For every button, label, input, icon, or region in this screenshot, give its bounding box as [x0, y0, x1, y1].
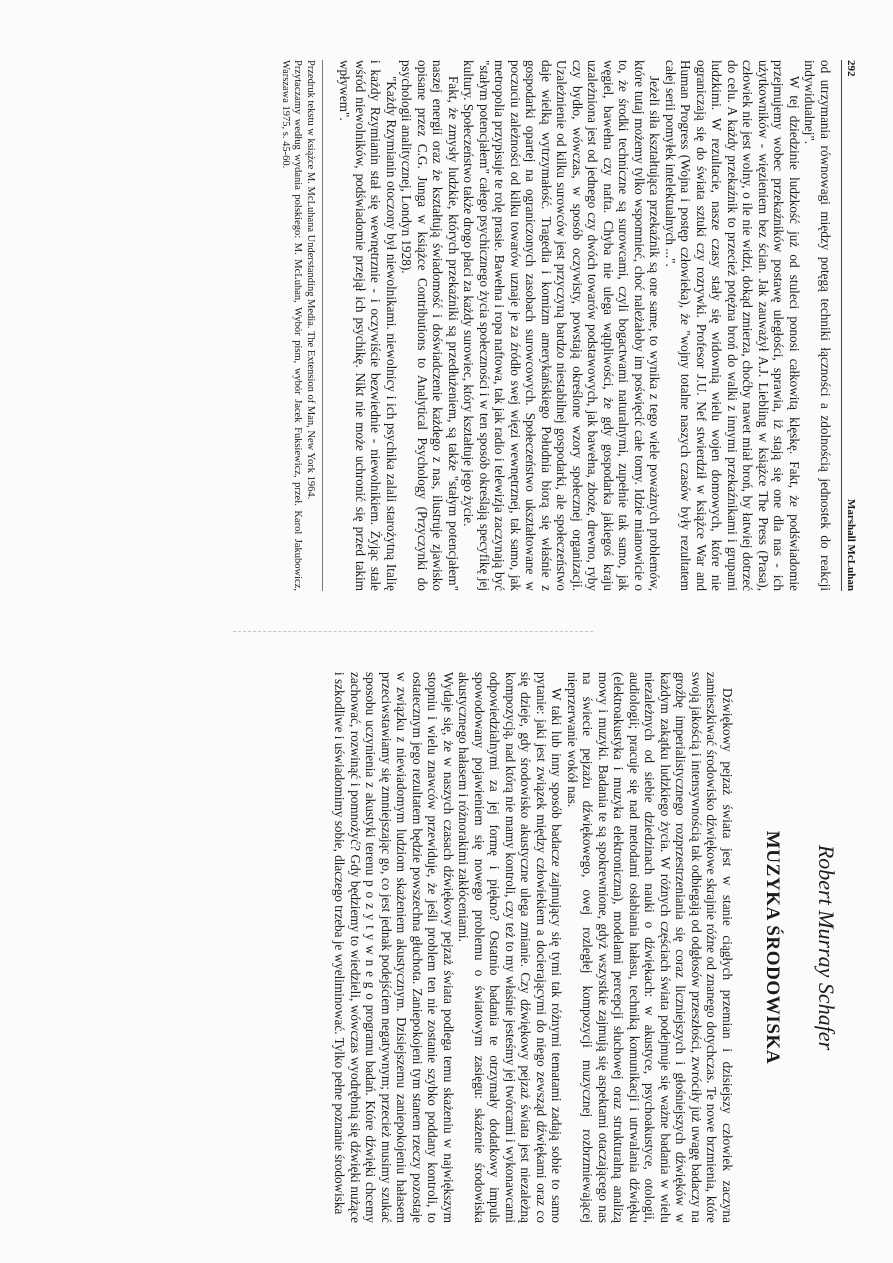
paragraph: Dźwiękowy pejzaż świata jest w stanie ciągłych przemian i dzisiejszy człowiek zaczyna zamieszkiwać środowisko dźwiękowe skrajnie różne od znanego dotychczas. Te nowe brzmienia, które swoją jakością i intensywnością tak odbiegają od odgłosów przeszłości, zwróciły już uwagę badaczy na groźbę imperialistycznego rozprzestrzeniania się coraz liczniejszych i głośniejszych dźwięków w każdym zakątku ludzkiego życia. W różnych częściach świata podejmuje się ważne badania w wielu niezależnych od siebie dziedzinach nauki o dźwiękach: w akustyce, psychoakustyce, otologii, audiologii; pracuje się nad metodami osłabiania hałasu, techniką komunikacji i utrwalania dźwięku (elektroakustyka i muzyka elektroniczna), modelami percepcji słuchowej oraz strukturalną analizą mowy i muzyki. Badania te są spokrewnione, gdyż wszystkie zajmują się aspektami otaczającego nas na świecie pejzażu dźwiękowego, owej rozległej kompozycji muzycznej rozbrzmiewającej nieprzerwanie wokół nas.: [565, 672, 735, 1223]
article-author: Robert Murray Schafer: [814, 844, 839, 1051]
quote-paragraph: "Każdy Rzymianin otoczony był niewolnikami. niewolnicy i ich psychika zalali starożytną Italię i każdy Rzymianin stał się wewnętrznie - i oczywiście bezwiednie - niewolnikiem. Żyjąc stale wśród niewolników, podświadomie przejął ich psychikę. Nikt nie może uchronić się przed takim wpływem".: [337, 60, 399, 591]
paragraph: Wydaje się, że w naszych czasach dźwiękowy pejzaż świata podlega temu skażeniu w największym stopniu i wielu znawców przewiduje, że jeśli problem ten nie zostanie szybko poddany kontroli, to ostatecznym jego rezultatem będzie powszechna głuchota. Zaniepokojeni tym stanem rzeczy pozostaje w związku z niewiadomym ludziom skażeniem akustycznym. Dzisiejszemu zaniepokojeniu hałasem przeciwstawiamy się zmniejszając go, co jest jednak podejściem negatywnym; przecież musimy szukać sposobu uczynienia z akustyki terenu p o z y t y w n e g o programu badań. Które dźwięki chcemy zachować, rozwinąć i pomnożyć? Gdy będziemy to wiedzieli, wówczas wyodrębnią się dźwięki nużące i szkodliwe i uświadomimy sobie, dlaczego trzeba je wyeliminować. Tylko pełne poznanie środowiska: [332, 672, 456, 1223]
article-title: MUZYKA ŚRODOWISKA: [762, 830, 783, 1065]
running-head-author: Marshall McLuhan: [845, 499, 857, 591]
paragraph: W tej dziedzinie ludzkość już od stuleci ponosi całkowitą klęskę. Fakt, że podświadomie przejmujemy wobec przekaźników postawę uległości, sprawia, iż stają się one dla nas - ich użytkowników - więzieniem bez ścian. Jak zauważył A.J. Liebling w książce The Press (Prasa), człowiek nie jest wolny, o ile nie widzi, dokąd zmierza, choćby nawet miał broń, by łatwiej dotrzeć do celu. A każdy przekaźnik to przecież potężna broń do walki z innymi przekaźnikami i grupami ludzkimi. W rezultacie, nasze czasy stały się widownią wielu wojen domowych, które nie ograniczają się do świata sztuki czy rozrywki. Profesor J.U. Nef stwierdził w książce War and Human Progress (Wojna i postęp człowieka), że "wojny totalne naszych czasów były rezultatem całej serii pomyłek intelektualnych ...".: [663, 60, 802, 591]
footnote: Przytaczamy według wydania polskiego: M. McLuhan, Wybór pism, wybór Jacek Fuksiewicz, przeł. Karol Jakubowicz, Warszawa 1975, s. 45-60.: [280, 60, 304, 591]
page-number: 292: [845, 60, 857, 77]
footnotes: [279, 60, 324, 591]
paragraph: od utrzymania równowagi między potęgą techniki łączności a zdolnością jednostek do reakcji indywidualnej".: [802, 60, 833, 591]
footnote: Przedruk tekstu w książce M. McLuhana Understanding Media. The Extension of Man, New York 1964.: [305, 60, 316, 500]
left-page: [0, 0, 893, 631]
running-head: [841, 60, 857, 591]
paragraph: Jeżeli siła kształtująca przekaźnik są one same, to wynika z tego wiele poważnych problemów, które tutaj możemy tylko wspomnieć, choć należałoby im poświęcić całe tomy. Idzie mianowicie o to, że środki techniczne są surowcami, czyli bogactwami naturalnymi, zupełnie tak samo, jak węgiel, bawełna czy nafta. Chyba nie ulega wątpliwości, że gdy gospodarka jakiegoś kraju uzależniona jest od jednego czy dwóch towarów podstawowych, jak bawełna, zboże, drewno, ryby czy bydło, wówczas, w sposób oczywisty, powstają określone wzory społecznej organizacji. Uzależnienie od kilku surowców jest przyczyną bardzo niestabilnej gospodarki, ale społeczeństwo daje wielką wytrzymałość. Tragedia i komizm amerykańskiego Południa biorą się właśnie z gospodarki opartej na ograniczonych zasobach surowcowych. Społeczeństwo ukształtowane w poczuciu zależności od kilku towarów uznaje je za źródło swej więzi wewnętrznej, tak samo, jak metropolia przypisuje te rolę prasie. Bawełna i ropa naftowa, tak jak radio i telewizja zaczynają być "stałym potencjałem" całego psychicznego życia społeczności i w ten sposób określają specyfikę jej kultury. Społeczeństwo także drogo płaci za każdy surowiec, który kształtuje jego życie.: [461, 60, 663, 591]
left-body-text: [337, 60, 833, 591]
paragraph: Fakt, że zmysły ludzkie, których przekaźniki są przedłużeniem, są także "stałym potencjałem" naszej energii oraz że kształtują świadomość i doświadczenie każdego z nas, ilustruje zjawisko opisane przez C.G. Junga w książce Contributions to Analytical Psychology (Przyczynki do psychologii analitycznej, Londyn 1928).: [399, 60, 461, 591]
right-body-text: [332, 672, 735, 1223]
right-page: [0, 632, 893, 1263]
paragraph: W taki lub inny sposób badacze zajmujący się tymi tak różnymi tematami zadają sobie to samo pytanie: jaki jest związek między człowiekiem a docierającymi do niego zewsząd dźwiękami oraz co się dzieje, gdy środowisko akustyczne ulega zmianie. Czy dźwiękowy pejzaż świata jest niezależną kompozycją, nad którą nie mamy kontroli, czy też to my właśnie jesteśmy jej twórcami i wykonawcami odpowiedzialnymi za jej formę i piękno? Ostatnio badania te otrzymały dodatkowy impuls spowodowany pojawieniem się nowego problemu o światowym zasięgu: skażenie środowiska akustycznego hałasem i różnorakimi zakłóceniami.: [456, 672, 565, 1223]
